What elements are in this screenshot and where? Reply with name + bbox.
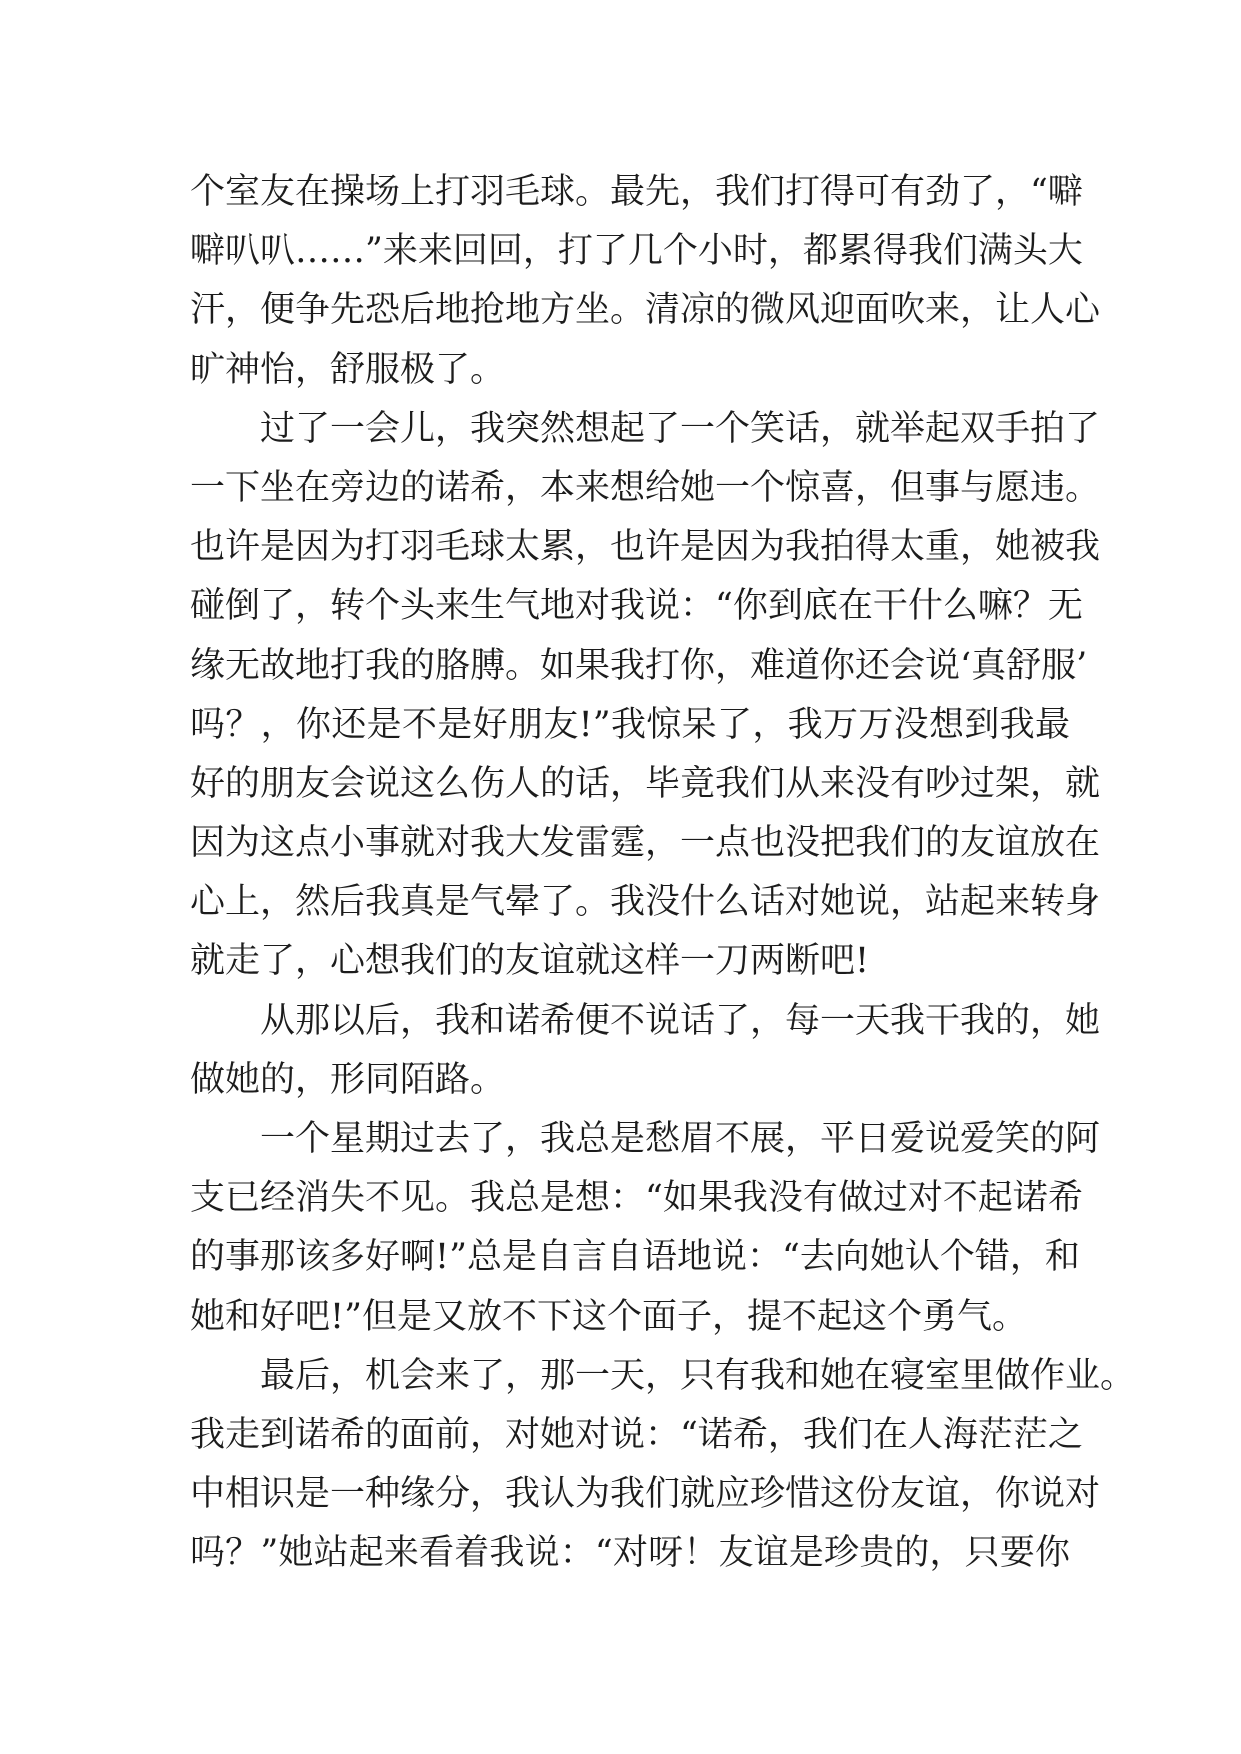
text-line: 汗，便争先恐后地抢地方坐。清凉的微风迎面吹来，让人心 bbox=[190, 290, 1101, 331]
text-line: 一个星期过去了，我总是愁眉不展，平日爱说爱笑的阿 bbox=[260, 1119, 1101, 1159]
text-line: 支已经消失不见。我总是想：“如果我没有做过对不起诺希 bbox=[190, 1178, 1083, 1219]
text-line: 碰倒了，转个头来生气地对我说：“你到底在干什么嘛？无 bbox=[190, 586, 1083, 627]
text-line: 就走了，心想我们的友谊就这样一刀两断吧! bbox=[190, 941, 870, 982]
essay-body bbox=[190, 163, 1136, 1584]
text-line: 我走到诺希的面前，对她对说：“诺希，我们在人海茫茫之 bbox=[190, 1414, 1083, 1455]
text-line: 噼叭叭……”来来回回，打了几个小时，都累得我们满头大 bbox=[190, 231, 1083, 272]
text-line: 的事那该多好啊!”总是自言自语地说：“去向她认个错，和 bbox=[190, 1237, 1080, 1278]
text-line: 心上，然后我真是气晕了。我没什么话对她说，站起来转身 bbox=[190, 882, 1101, 923]
text-line: 她和好吧!”但是又放不下这个面子，提不起这个勇气。 bbox=[190, 1296, 1027, 1337]
text-line: 因为这点小事就对我大发雷霆，一点也没把我们的友谊放在 bbox=[190, 823, 1101, 864]
text-line: 做她的，形同陌路。 bbox=[190, 1059, 506, 1100]
text-line: 从那以后，我和诺希便不说话了，每一天我干我的，她 bbox=[260, 1000, 1101, 1041]
text-line: 吗？，你还是不是好朋友!”我惊呆了，我万万没想到我最 bbox=[190, 704, 1070, 745]
text-line: 吗？”她站起来看着我说：“对呀！友谊是珍贵的，只要你 bbox=[190, 1533, 1070, 1574]
text-line: 一下坐在旁边的诺希，本来想给她一个惊喜，但事与愿违。 bbox=[190, 467, 1101, 508]
text-line: 最后，机会来了，那一天，只有我和她在寝室里做作业。 bbox=[260, 1355, 1136, 1396]
text-line: 旷神怡，舒服极了。 bbox=[190, 349, 506, 390]
text-line: 过了一会儿，我突然想起了一个笑话，就举起双手拍了 bbox=[260, 408, 1101, 449]
text-line: 也许是因为打羽毛球太累，也许是因为我拍得太重，她被我 bbox=[190, 527, 1101, 568]
text-line: 个室友在操场上打羽毛球。最先，我们打得可有劲了，“噼 bbox=[190, 172, 1083, 212]
text-line: 中相识是一种缘分，我认为我们就应珍惜这份友谊，你说对 bbox=[190, 1474, 1101, 1515]
text-line: 缘无故地打我的胳膊。如果我打你，难道你还会说‘真舒服’ bbox=[190, 645, 1088, 686]
text-line: 好的朋友会说这么伤人的话，毕竟我们从来没有吵过架，就 bbox=[190, 763, 1101, 804]
